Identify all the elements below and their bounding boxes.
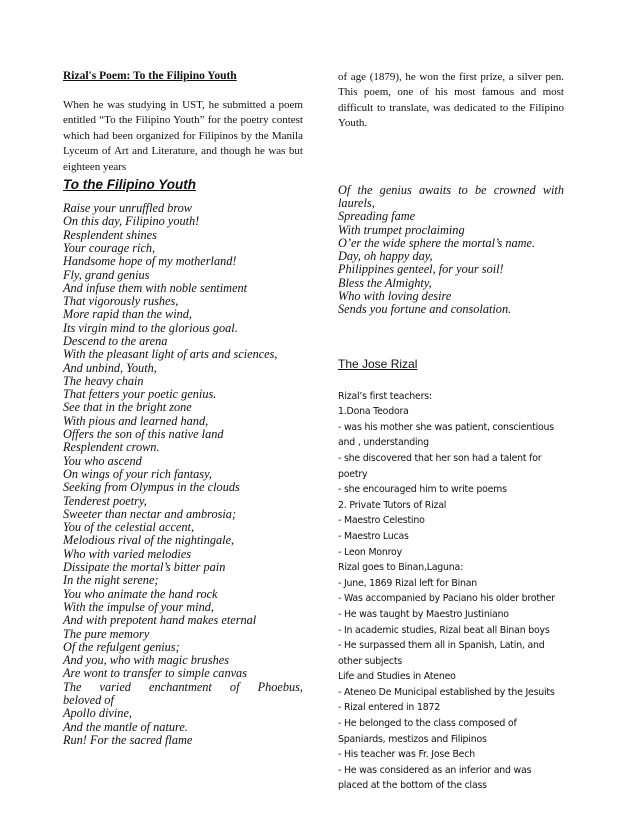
note-line: 1.Dona Teodora bbox=[338, 406, 409, 418]
poem-line: Seeking from Olympus in the clouds bbox=[63, 480, 240, 495]
note-line: Rizal goes to Binan,Laguna: bbox=[338, 562, 464, 574]
note-line: - He was taught by Maestro Justiniano bbox=[338, 608, 509, 620]
poem-right bbox=[338, 184, 564, 317]
poem-line: More rapid than the wind, bbox=[63, 307, 192, 322]
poem-line: Handsome hope of my motherland! bbox=[63, 254, 237, 269]
poem-line: That vigorously rushes, bbox=[63, 294, 179, 309]
poem-line: Who with loving desire bbox=[338, 289, 452, 303]
note-line: Life and Studies in Ateneo bbox=[338, 671, 456, 683]
poem-line: Its virgin mind to the glorious goal. bbox=[63, 320, 238, 335]
poem-line: And the mantle of nature. bbox=[63, 719, 188, 734]
intro-paragraph: When he was studying in UST, he submitted a poem entitled “To the Filipino Youth” for the poetry contest which had been organized for Filipinos by the Manila Lyceum of Art and Literature, and though he was but eighteen years bbox=[63, 99, 303, 173]
poem-line: Sends you fortune and consolation. bbox=[338, 302, 512, 317]
poem-line: Apollo divine, bbox=[63, 706, 132, 721]
poem-line: With the impulse of your mind, bbox=[63, 599, 214, 614]
note-line: - Ateneo De Municipal established by the Jesuits bbox=[338, 686, 555, 698]
left-column bbox=[63, 70, 303, 747]
poem-line: With trumpet proclaiming bbox=[338, 222, 465, 237]
essay-heading: Rizal's Poem: To the Filipino Youth bbox=[63, 70, 237, 82]
poem-line: Resplendent shines bbox=[63, 227, 157, 242]
note-line: - In academic studies, Rizal beat all Binan boys bbox=[338, 624, 550, 636]
poem-line: Dissipate the mortal’s bitter pain bbox=[63, 560, 226, 575]
poem-line: Resplendent crown. bbox=[63, 440, 160, 455]
note-line: Spaniards, mestizos and Filipinos bbox=[338, 733, 487, 745]
poem-line: Offers the son of this native land bbox=[63, 427, 224, 442]
poem-line: The heavy chain bbox=[63, 373, 144, 388]
note-line: - Leon Monroy bbox=[338, 546, 402, 558]
poem-line: And unbind, Youth, bbox=[63, 360, 157, 375]
poem-line: Melodious rival of the nightingale, bbox=[63, 533, 235, 548]
poem-line: Run! For the sacred flame bbox=[63, 732, 193, 747]
poem-line: See that in the bright zone bbox=[63, 400, 192, 415]
poem-line: Bless the Almighty, bbox=[338, 275, 432, 290]
intro-continuation: of age (1879), he won the first prize, a silver pen. This poem, one of his most famous and most difficult to translate, was dedicated to the Filipino Youth. bbox=[338, 71, 564, 130]
note-line: and , understanding bbox=[338, 437, 429, 449]
poem-line: And you, who with magic brushes bbox=[63, 653, 230, 668]
poem-line: Tenderest poetry, bbox=[63, 493, 147, 508]
poem-line: With the pleasant light of arts and sciences, bbox=[63, 347, 278, 362]
note-line: - He surpassed them all in Spanish, Latin, and bbox=[338, 640, 545, 652]
poem-line: Of the refulgent genius; bbox=[63, 639, 180, 654]
note-line: 2. Private Tutors of Rizal bbox=[338, 499, 447, 511]
note-line: Rizal’s first teachers: bbox=[338, 390, 432, 402]
note-line: - Maestro Lucas bbox=[338, 530, 409, 542]
poem-line: In the night serene; bbox=[63, 573, 159, 588]
poem-line: You of the celestial accent, bbox=[63, 520, 195, 535]
poem-line: You who ascend bbox=[63, 453, 142, 468]
note-line: - she encouraged him to write poems bbox=[338, 484, 507, 496]
poem-line: With pious and learned hand, bbox=[63, 413, 209, 428]
note-line: - she discovered that her son had a talent for bbox=[338, 452, 542, 464]
note-line: - Rizal entered in 1872 bbox=[338, 702, 441, 714]
poem-line: Fly, grand genius bbox=[63, 267, 150, 282]
poem-line: Are wont to transfer to simple canvas bbox=[63, 666, 247, 681]
note-line: - His teacher was Fr. Jose Bech bbox=[338, 749, 475, 761]
note-line: - Was accompanied by Paciano his older brother bbox=[338, 593, 555, 605]
notes-list bbox=[338, 389, 564, 794]
poem-line: Day, oh happy day, bbox=[338, 249, 433, 264]
poem-line: O’er the wide sphere the mortal’s name. bbox=[338, 235, 536, 250]
note-line: poetry bbox=[338, 468, 368, 480]
poem-line: Descend to the arena bbox=[63, 334, 168, 348]
note-line: - He belonged to the class composed of bbox=[338, 718, 517, 730]
poem-line: On wings of your rich fantasy, bbox=[63, 466, 212, 481]
poem-line: beloved of bbox=[63, 693, 114, 708]
poem-title: To the Filipino Youth bbox=[63, 177, 196, 193]
poem-line: laurels, bbox=[338, 195, 375, 210]
poem-line: Philippines genteel, for your soil! bbox=[338, 262, 504, 277]
right-column bbox=[338, 70, 564, 794]
note-line: placed at the bottom of the class bbox=[338, 780, 487, 792]
poem-line: Your courage rich, bbox=[63, 240, 156, 255]
poem-line: Sweeter than nectar and ambrosia; bbox=[63, 506, 237, 521]
poem-line: The varied enchantment of Phoebus, bbox=[63, 679, 303, 694]
poem-line: And with prepotent hand makes eternal bbox=[63, 613, 257, 628]
note-line: - Maestro Celestino bbox=[338, 515, 425, 527]
note-line: - June, 1869 Rizal left for Binan bbox=[338, 577, 478, 589]
poem-line: The pure memory bbox=[63, 626, 150, 641]
poem-line: That fetters your poetic genius. bbox=[63, 387, 217, 402]
note-line: - was his mother she was patient, conscientious bbox=[338, 421, 554, 433]
note-line: other subjects bbox=[338, 655, 403, 667]
poem-left bbox=[63, 202, 303, 747]
poem-line: Raise your unruffled brow bbox=[63, 201, 192, 216]
section-title: The Jose Rizal bbox=[338, 356, 418, 371]
poem-line: Spreading fame bbox=[338, 209, 416, 224]
poem-line: Of the genius awaits to be crowned with bbox=[338, 182, 564, 197]
poem-line: On this day, Filipino youth! bbox=[63, 214, 200, 229]
poem-line: Who with varied melodies bbox=[63, 546, 192, 561]
poem-line: You who animate the hand rock bbox=[63, 586, 218, 601]
note-line: - He was considered as an inferior and was bbox=[338, 764, 532, 776]
poem-line: And infuse them with noble sentiment bbox=[63, 280, 248, 295]
